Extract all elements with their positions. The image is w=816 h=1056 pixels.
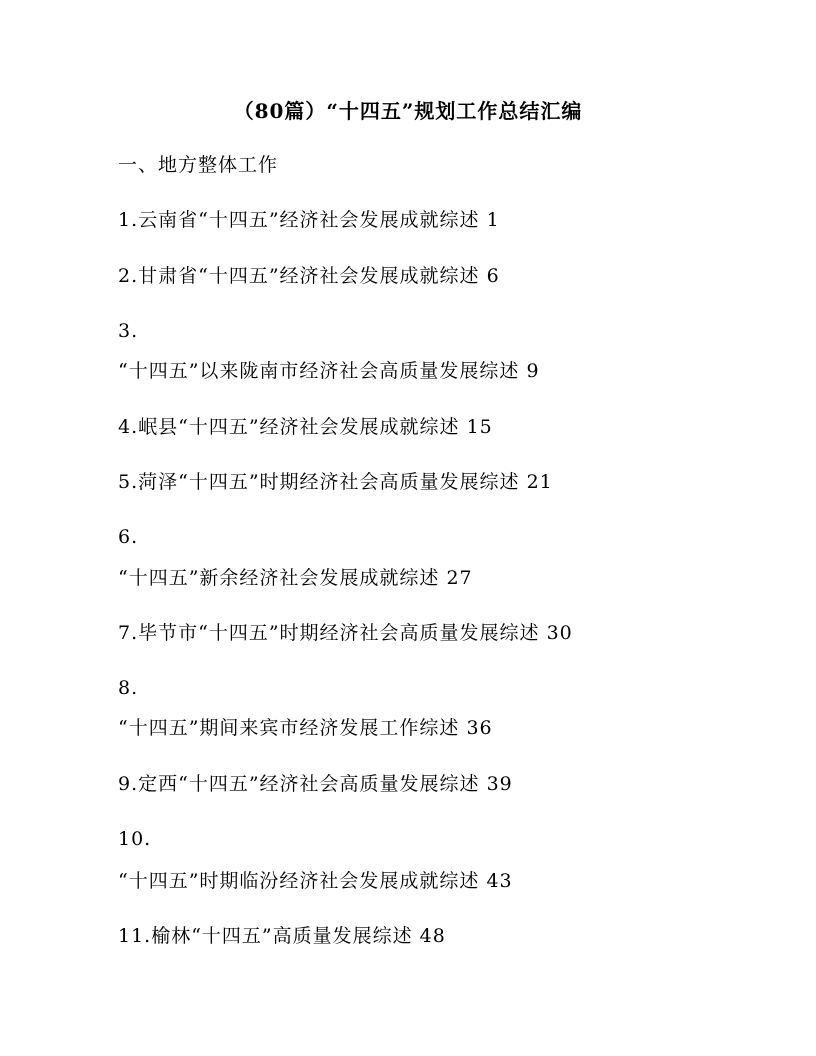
toc-item-7: 7.毕节市“十四五”时期经济社会高质量发展综述 30 xyxy=(118,622,573,644)
toc-item-3: “十四五”以来陇南市经济社会高质量发展综述 9 xyxy=(118,360,540,382)
toc-item-8-number: 8. xyxy=(118,677,139,699)
toc-item-10: “十四五”时期临汾经济社会发展成就综述 43 xyxy=(118,870,513,892)
toc-item-8: “十四五”期间来宾市经济发展工作综述 36 xyxy=(118,717,493,739)
toc-item-2: 2.甘肃省“十四五”经济社会发展成就综述 6 xyxy=(118,265,500,287)
section-heading: 一、地方整体工作 xyxy=(118,154,279,176)
toc-item-5: 5.菏泽“十四五”时期经济社会高质量发展综述 21 xyxy=(118,471,553,493)
toc-item-6: “十四五”新余经济社会发展成就综述 27 xyxy=(118,567,473,589)
toc-item-4: 4.岷县“十四五”经济社会发展成就综述 15 xyxy=(118,416,493,438)
toc-item-11: 11.榆林“十四五”高质量发展综述 48 xyxy=(118,925,446,947)
toc-item-3-number: 3. xyxy=(118,320,139,342)
toc-item-6-number: 6. xyxy=(118,526,139,548)
toc-item-10-number: 10. xyxy=(118,828,152,850)
toc-item-1: 1.云南省“十四五”经济社会发展成就综述 1 xyxy=(118,209,500,231)
toc-item-9: 9.定西“十四五”经济社会高质量发展综述 39 xyxy=(118,773,513,795)
document-title: （80篇）“十四五”规划工作总结汇编 xyxy=(233,99,583,123)
